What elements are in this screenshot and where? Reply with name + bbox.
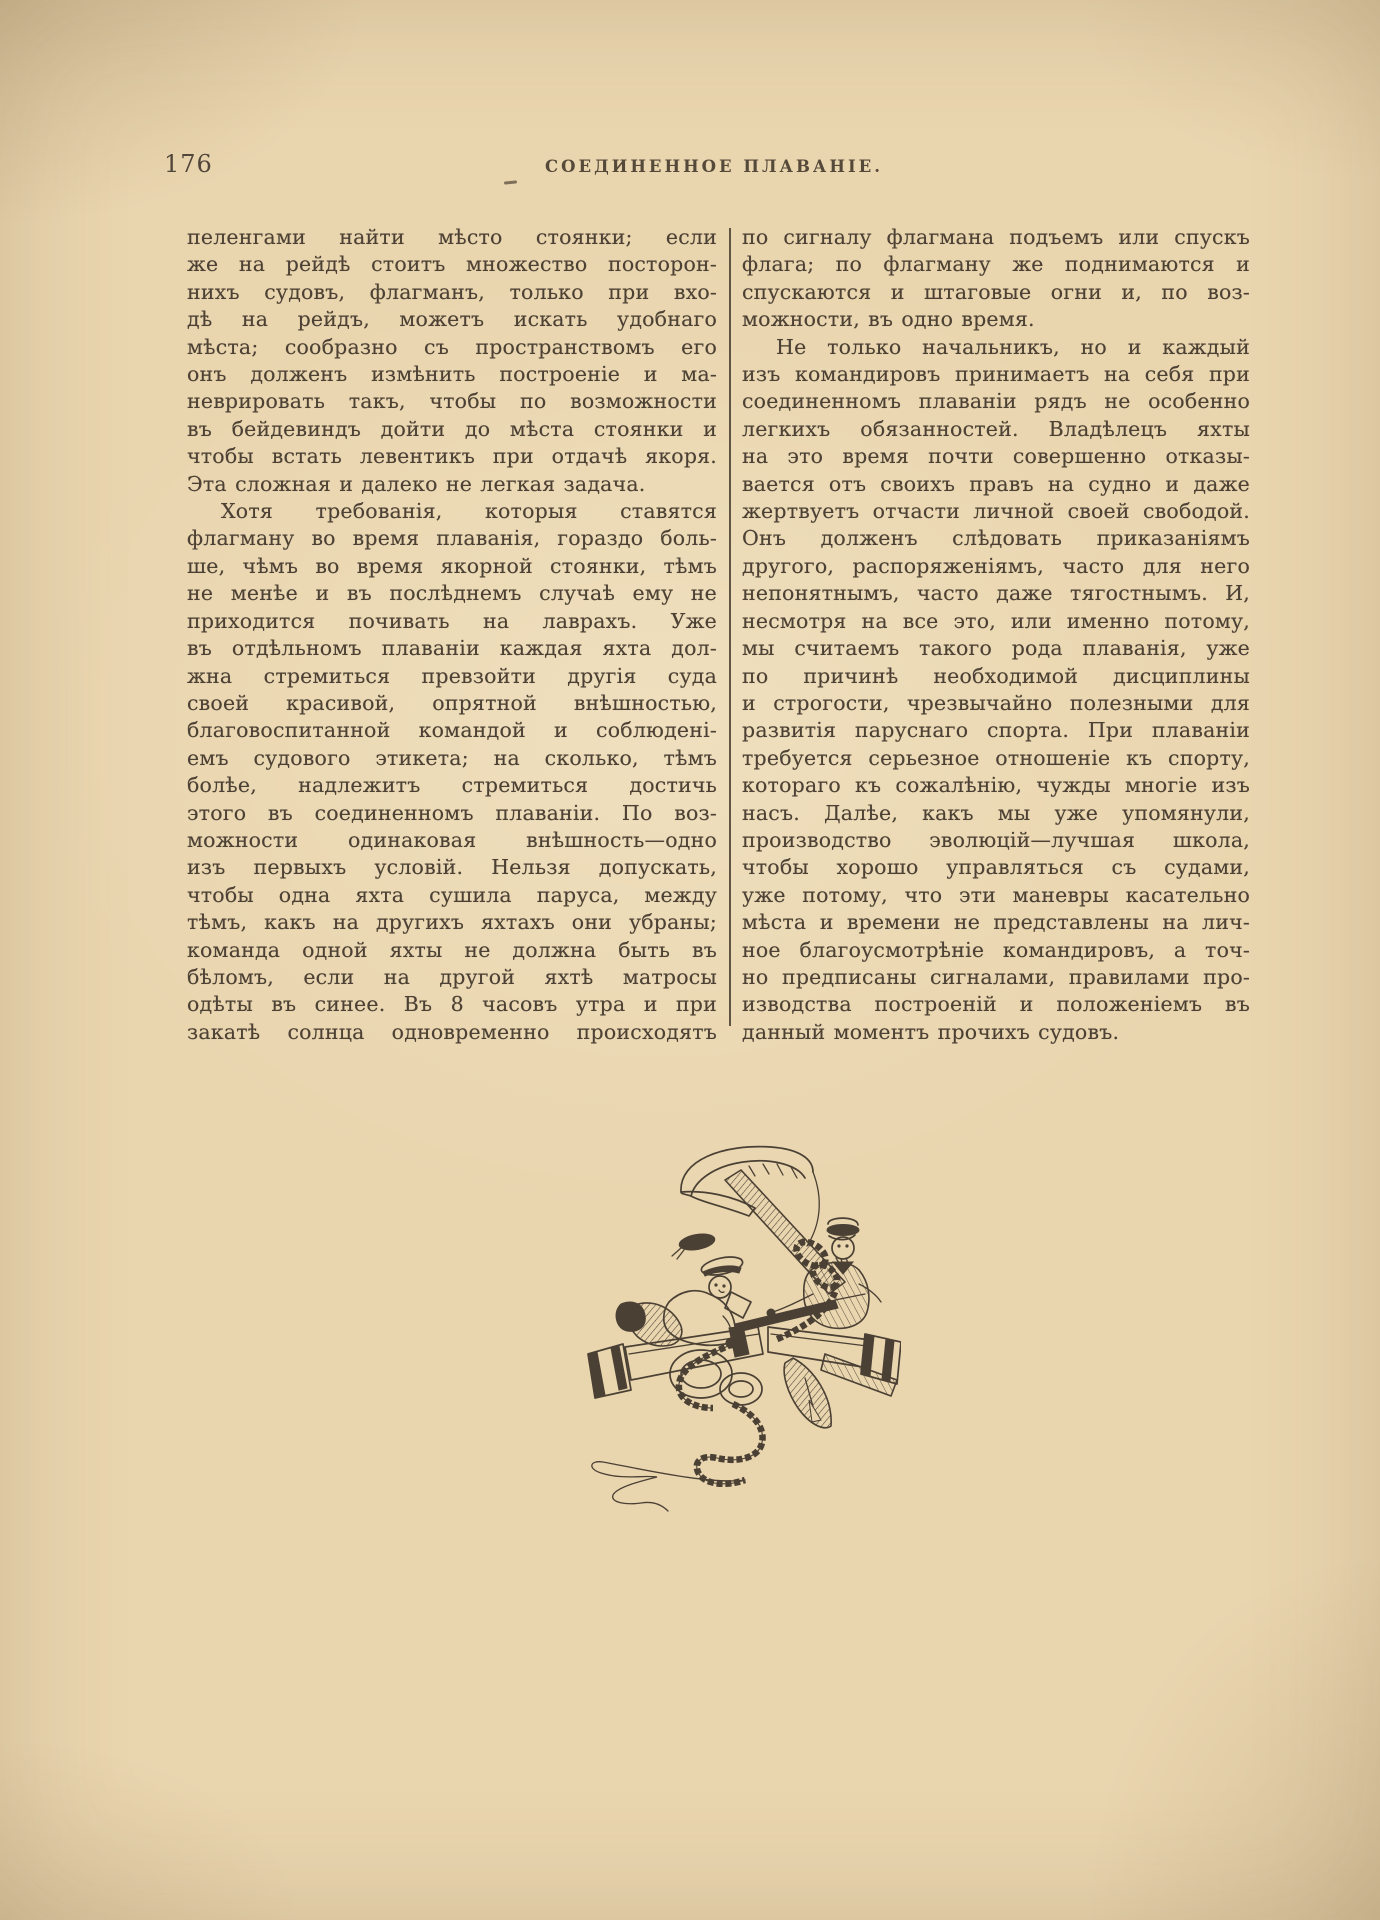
text-line: одѣты въ синее. Въ 8 часовъ утра и при — [187, 992, 717, 1017]
text-line: можности одинаковая внѣшность—одно — [187, 827, 717, 852]
text-line: насъ. Далѣе, какъ мы уже упомянули, — [742, 800, 1250, 825]
text-line: закатѣ солнца одновременно происходятъ — [187, 1019, 717, 1044]
text-line: нихъ судовъ, флагманъ, только при вхо- — [187, 279, 717, 304]
text-line: неврировать такъ, чтобы по возможности — [187, 389, 717, 414]
text-line: болѣе, надлежитъ стремиться достичь — [187, 773, 717, 798]
text-line: Эта сложная и далеко не легкая задача. — [187, 471, 646, 496]
text-line: развитія паруснаго спорта. При плаваніи — [742, 718, 1250, 743]
text-line: ное благоусмотрѣніе командировъ, а точ- — [742, 937, 1250, 962]
text-line: производство эволюцій—лучшая школа, — [742, 827, 1250, 852]
text-line: чтобы встать левентикъ при отдачѣ якоря. — [187, 444, 717, 469]
text-line: приходится почивать на лаврахъ. Уже — [187, 608, 717, 633]
thrown-cap — [672, 1231, 716, 1259]
text-line: можности, въ одно время. — [742, 307, 1035, 332]
text-line: же на рейдѣ стоитъ множество посторон- — [187, 252, 717, 277]
text-line: на это время почти совершенно отказы- — [742, 444, 1250, 469]
text-line: благовоспитанной командой и соблюдені- — [187, 718, 717, 743]
text-line: мѣста; сообразно съ пространствомъ его — [187, 334, 717, 359]
text-line: непонятнымъ, часто даже тягостнымъ. И, — [742, 581, 1250, 606]
text-line: мѣста и времени не представлены на лич- — [742, 910, 1250, 935]
text-line: Хотя требованія, которыя ставятся — [221, 499, 717, 524]
text-line: соединенномъ плаваніи рядъ не особенно — [742, 389, 1250, 414]
text-line: жна стремиться превзойти другія суда — [187, 663, 717, 688]
text-line: команда одной яхты не должна быть въ — [187, 937, 717, 962]
text-column-left — [187, 224, 717, 1046]
text-line: ше, чѣмъ во время якорной стоянки, тѣмъ — [187, 553, 717, 578]
anchor-sailors-illustration — [583, 1142, 901, 1520]
text-line: уже потому, что эти маневры касательно — [742, 882, 1250, 907]
text-line: спускаются и штаговые огни и, по воз- — [742, 279, 1250, 304]
text-line: по причинѣ необходимой дисциплины — [742, 663, 1250, 688]
text-line: вается отъ своихъ правъ на судно и даже — [742, 471, 1250, 496]
text-line: не менѣе и въ послѣднемъ случаѣ ему не — [187, 581, 717, 606]
text-line: дѣ на рейдъ, можетъ искать удобнаго — [187, 307, 717, 332]
text-line: своей красивой, опрятной внѣшностью, — [187, 690, 717, 715]
text-line: бѣломъ, если на другой яхтѣ матросы — [187, 964, 717, 989]
text-line: чтобы одна яхта сушила паруса, между — [187, 882, 717, 907]
text-line: требуется серьезное отношеніе къ спорту, — [742, 745, 1250, 770]
text-line: изъ первыхъ условій. Нельзя допускать, — [187, 855, 717, 880]
text-line: изводства построеній и положеніемъ въ — [742, 992, 1250, 1017]
text-line: этого въ соединенномъ плаваніи. По воз- — [187, 800, 717, 825]
ink-smudge — [504, 180, 517, 184]
text-line: Онъ долженъ слѣдовать приказаніямъ — [742, 526, 1250, 551]
text-line: чтобы хорошо управляться съ судами, — [742, 855, 1250, 880]
text-line: жертвуетъ отчасти личной своей свободой. — [742, 499, 1250, 524]
text-line: другого, распоряженіямъ, часто для него — [742, 553, 1250, 578]
text-line: изъ командировъ принимаетъ на себя при — [742, 362, 1250, 387]
text-line: флага; по флагману же поднимаются и — [742, 252, 1250, 277]
sailor-right — [735, 1218, 881, 1332]
text-line: по сигналу флагмана подъемъ или спускъ — [742, 225, 1250, 249]
text-line: данный моментъ прочихъ судовъ. — [742, 1019, 1120, 1044]
text-line: емъ судового этикета; на сколько, тѣмъ — [187, 745, 717, 770]
text-line: тѣмъ, какъ на другихъ яхтахъ они убраны; — [187, 910, 717, 935]
page-number: 176 — [164, 150, 213, 178]
text-line: но предписаны сигналами, правилами про- — [742, 964, 1250, 989]
text-line: несмотря на все это, или именно потому, — [742, 608, 1250, 633]
text-line: легкихъ обязанностей. Владѣлецъ яхты — [742, 416, 1250, 441]
running-title: СОЕДИНЕННОЕ ПЛАВАНІЕ. — [544, 157, 883, 176]
text-line: флагману во время плаванія, гораздо боль- — [187, 526, 717, 551]
column-divider-rule — [729, 228, 731, 1026]
anchor-stock — [588, 1326, 901, 1398]
text-column-right — [742, 224, 1250, 1046]
text-line: Не только начальникъ, но и каждый — [776, 334, 1250, 359]
text-line: онъ долженъ измѣнить построеніе и ма- — [187, 362, 717, 387]
text-line: пеленгами найти мѣсто стоянки; если — [187, 225, 717, 249]
text-line: котораго къ сожалѣнію, чужды многіе изъ — [742, 773, 1250, 798]
text-line: мы считаемъ такого рода плаванія, уже — [742, 636, 1250, 661]
text-line: и строгости, чрезвычайно полезными для — [742, 690, 1250, 715]
text-line: въ отдѣльномъ плаваніи каждая яхта дол- — [187, 636, 717, 661]
text-line: въ бейдевиндъ дойти до мѣста стоянки и — [187, 416, 717, 441]
